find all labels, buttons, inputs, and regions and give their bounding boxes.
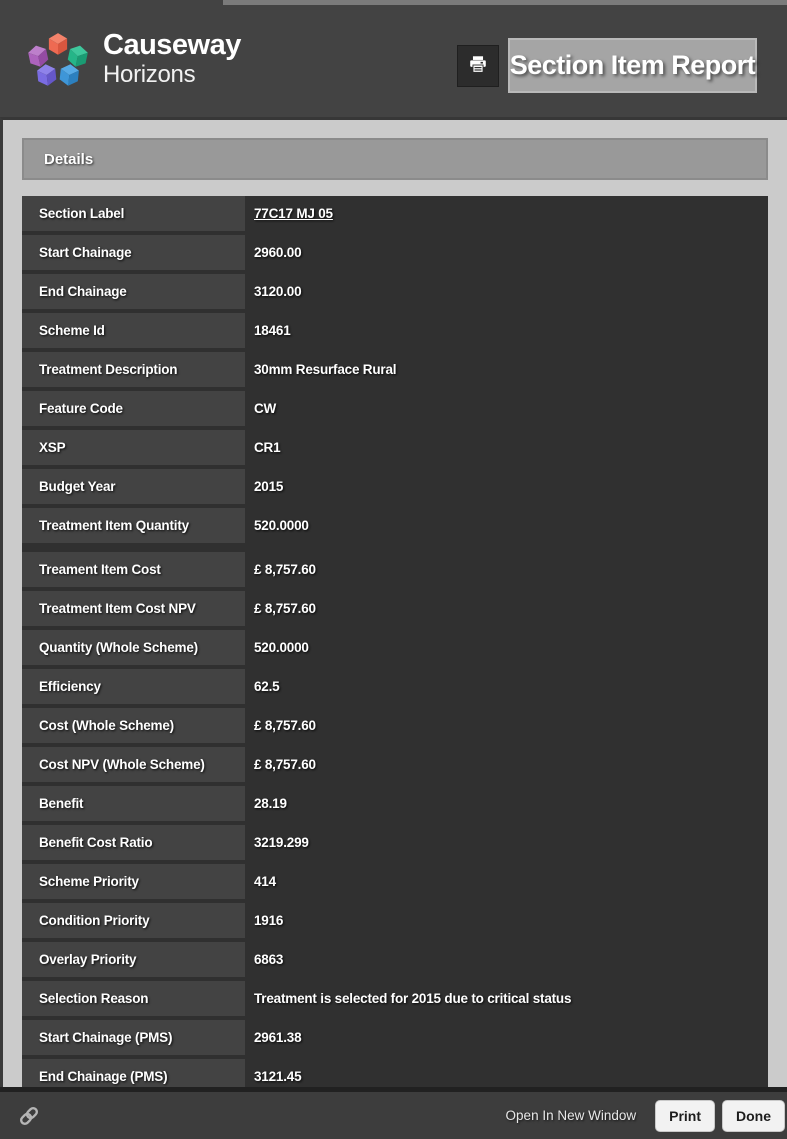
row-value: CR1 (254, 440, 281, 455)
table-row (22, 786, 768, 821)
row-label: Budget Year (22, 469, 245, 504)
causeway-logo (26, 27, 241, 91)
table-row (22, 591, 768, 626)
row-label: Overlay Priority (22, 942, 245, 977)
print-footer-button[interactable]: Print (655, 1100, 715, 1132)
row-label: Treatment Description (22, 352, 245, 387)
details-section-header[interactable] (22, 138, 768, 180)
row-label: Benefit Cost Ratio (22, 825, 245, 860)
row-value: £ 8,757.60 (254, 562, 316, 577)
row-value: 18461 (254, 323, 291, 338)
table-row (22, 352, 768, 387)
details-table (22, 196, 768, 1088)
report-title-box (508, 38, 757, 93)
row-label: Quantity (Whole Scheme) (22, 630, 245, 665)
table-row (22, 864, 768, 899)
row-label: End Chainage (22, 274, 245, 309)
row-value: 520.0000 (254, 640, 309, 655)
table-row (22, 313, 768, 348)
row-label: Cost (Whole Scheme) (22, 708, 245, 743)
table-row (22, 1059, 768, 1088)
row-value: £ 8,757.60 (254, 601, 316, 616)
row-label: Benefit (22, 786, 245, 821)
printer-icon (467, 54, 489, 79)
row-label: Condition Priority (22, 903, 245, 938)
details-title: Details (44, 150, 94, 168)
table-row (22, 942, 768, 977)
row-value: 62.5 (254, 679, 280, 694)
row-value: 3121.45 (254, 1069, 302, 1084)
open-in-new-window-link[interactable]: Open In New Window (505, 1108, 637, 1123)
row-value: 520.0000 (254, 518, 309, 533)
row-label: Section Label (22, 196, 245, 231)
logo-cubes-icon (26, 27, 90, 91)
header (0, 5, 787, 117)
brand-text (103, 31, 241, 87)
row-value: 28.19 (254, 796, 287, 811)
table-row (22, 747, 768, 782)
table-row (22, 391, 768, 426)
link-icon[interactable] (16, 1103, 42, 1129)
table-row (22, 630, 768, 665)
row-label: Selection Reason (22, 981, 245, 1016)
row-value: 2961.38 (254, 1030, 302, 1045)
row-value: 1916 (254, 913, 284, 928)
row-value: 30mm Resurface Rural (254, 362, 397, 377)
brand-name: Causeway (103, 29, 241, 61)
row-value: 6863 (254, 952, 284, 967)
table-row (22, 430, 768, 465)
row-label: Start Chainage (PMS) (22, 1020, 245, 1055)
row-label: Scheme Priority (22, 864, 245, 899)
footer (0, 1087, 787, 1139)
row-label: XSP (22, 430, 245, 465)
table-row (22, 981, 768, 1016)
row-value: 2960.00 (254, 245, 302, 260)
row-label: Start Chainage (22, 235, 245, 270)
table-row (22, 469, 768, 504)
row-label: Treatment Item Cost NPV (22, 591, 245, 626)
row-label: Cost NPV (Whole Scheme) (22, 747, 245, 782)
report-title: Section Item Report (509, 50, 756, 80)
row-label: Feature Code (22, 391, 245, 426)
row-value: £ 8,757.60 (254, 718, 316, 733)
row-label: Scheme Id (22, 313, 245, 348)
table-row (22, 508, 768, 543)
product-name: Horizons (103, 61, 196, 88)
table-row (22, 708, 768, 743)
row-value: £ 8,757.60 (254, 757, 316, 772)
table-row (22, 274, 768, 309)
table-row (22, 235, 768, 270)
table-row (22, 552, 768, 587)
table-row (22, 196, 768, 231)
done-button[interactable]: Done (722, 1100, 785, 1132)
section-label-link[interactable]: 77C17 MJ 05 (254, 206, 333, 221)
report-body (0, 117, 787, 1087)
row-label: End Chainage (PMS) (22, 1059, 245, 1088)
table-row (22, 825, 768, 860)
row-value: 3219.299 (254, 835, 309, 850)
table-row (22, 669, 768, 704)
row-value: 3120.00 (254, 284, 302, 299)
row-value: 2015 (254, 479, 284, 494)
row-label: Treament Item Cost (22, 552, 245, 587)
row-value: 414 (254, 874, 276, 889)
row-value: CW (254, 401, 277, 416)
row-value: Treatment is selected for 2015 due to critical status (254, 991, 572, 1006)
table-row (22, 1020, 768, 1055)
row-label: Efficiency (22, 669, 245, 704)
table-row (22, 903, 768, 938)
print-button[interactable] (457, 45, 499, 87)
row-label: Treatment Item Quantity (22, 508, 245, 543)
